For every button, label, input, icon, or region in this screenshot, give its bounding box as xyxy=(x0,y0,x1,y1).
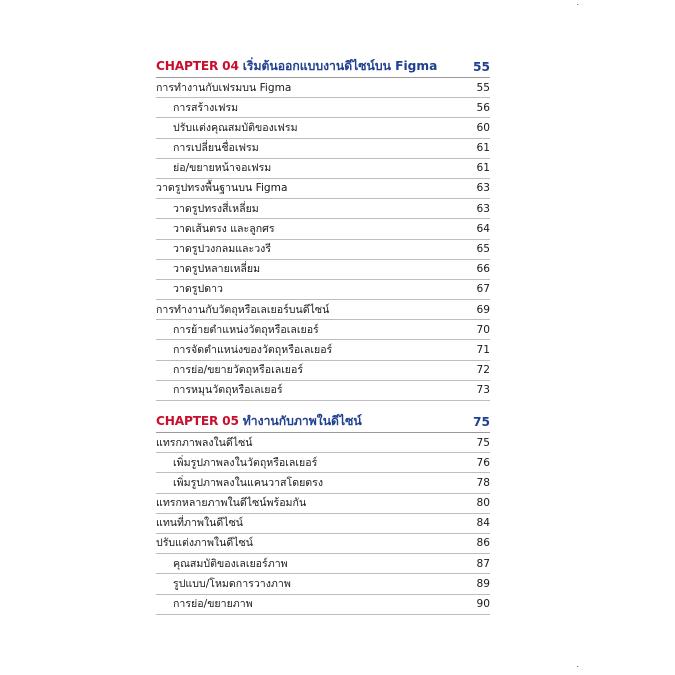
entry-page-number: 61 xyxy=(476,142,490,155)
entry-page-number: 63 xyxy=(476,202,490,215)
entry-label: การทำงานกับวัตถุหรือเลเยอร์บนดีไซน์ xyxy=(156,303,330,316)
table-of-contents xyxy=(156,56,490,615)
entry-label: วาดเส้นตรง และลูกศร xyxy=(173,222,275,235)
entry-label: วาดรูปดาว xyxy=(173,283,223,296)
entry-label: แทรกหลายภาพในดีไซน์พร้อมกัน xyxy=(156,497,307,510)
entry-page-number: 55 xyxy=(476,81,490,94)
entry-page-number: 63 xyxy=(476,182,490,195)
entry-label: การจัดตำแหน่งของวัตถุหรือเลเยอร์ xyxy=(173,343,333,356)
entry-label: การทำงานกับเฟรมบน Figma xyxy=(156,81,292,94)
entry-label: การหมุนวัตถุหรือเลเยอร์ xyxy=(173,384,283,397)
entry-page-number: 84 xyxy=(476,517,490,530)
chapter-number: CHAPTER 04 xyxy=(156,59,239,73)
entry-page-number: 78 xyxy=(476,476,490,489)
entry-label: รูปแบบ/โหมดการวางภาพ xyxy=(173,577,291,590)
entry-label: ย่อ/ขยายหน้าจอเฟรม xyxy=(173,162,272,175)
toc-subentry xyxy=(156,574,490,594)
entry-page-number: 66 xyxy=(476,263,490,276)
chapter-title: เริ่มต้นออกแบบงานดีไซน์บน Figma xyxy=(242,59,438,73)
entry-page-number: 76 xyxy=(476,456,490,469)
toc-entry xyxy=(156,433,490,453)
entry-page-number: 90 xyxy=(476,598,490,610)
entry-label: เพิ่มรูปภาพลงในวัตถุหรือเลเยอร์ xyxy=(173,456,318,469)
chapter-page-number: 75 xyxy=(473,414,490,429)
toc-subentry xyxy=(156,260,490,280)
entry-label: วาดรูปหลายเหลี่ยม xyxy=(173,263,261,276)
toc-subentry xyxy=(156,554,490,574)
toc-entry xyxy=(156,300,490,320)
entry-label: การย่อ/ขยายภาพ xyxy=(173,598,253,610)
entry-label: แทรกภาพลงในดีไซน์ xyxy=(156,436,253,449)
toc-entry xyxy=(156,534,490,554)
toc-subentry xyxy=(156,199,490,219)
entry-page-number: 86 xyxy=(476,537,490,550)
toc-subentry xyxy=(156,159,490,179)
toc-entry xyxy=(156,494,490,514)
entry-page-number: 71 xyxy=(476,343,490,356)
crop-mark-bottom-right: . xyxy=(576,660,579,669)
crop-mark-top-right: . xyxy=(576,0,579,7)
toc-subentry xyxy=(156,340,490,360)
entry-label: การย่อ/ขยายวัตถุหรือเลเยอร์ xyxy=(173,364,304,377)
entry-page-number: 61 xyxy=(476,162,490,175)
chapter-heading-text xyxy=(156,412,362,431)
toc-subentry xyxy=(156,320,490,340)
entry-label: เพิ่มรูปภาพลงในแคนวาสโดยตรง xyxy=(173,476,324,489)
toc-subentry xyxy=(156,240,490,260)
toc-subentry xyxy=(156,139,490,159)
entry-page-number: 60 xyxy=(476,121,490,134)
entry-label: วาดรูปทรงสี่เหลี่ยม xyxy=(173,202,259,215)
entry-label: ปรับแต่งภาพในดีไซน์ xyxy=(156,537,253,550)
chapter-title: ทำงานกับภาพในดีไซน์ xyxy=(242,414,362,428)
toc-subentry xyxy=(156,280,490,300)
entry-label: แทนที่ภาพในดีไซน์ xyxy=(156,517,244,530)
entry-page-number: 56 xyxy=(476,101,490,114)
entry-label: การย้ายตำแหน่งวัตถุหรือเลเยอร์ xyxy=(173,323,319,336)
toc-entry xyxy=(156,78,490,98)
toc-entry xyxy=(156,179,490,199)
toc-subentry xyxy=(156,98,490,118)
section-gap xyxy=(156,401,490,411)
chapter-heading-text xyxy=(156,57,437,76)
entry-page-number: 64 xyxy=(476,222,490,235)
chapter-heading xyxy=(156,56,490,78)
toc-subentry xyxy=(156,473,490,493)
chapter-page-number: 55 xyxy=(473,59,490,74)
entry-page-number: 73 xyxy=(476,384,490,397)
entry-page-number: 65 xyxy=(476,243,490,255)
chapter-number: CHAPTER 05 xyxy=(156,414,239,428)
toc-subentry xyxy=(156,219,490,239)
entry-label: การเปลี่ยนชื่อเฟรม xyxy=(173,142,259,155)
toc-subentry xyxy=(156,361,490,381)
chapter-heading xyxy=(156,411,490,433)
entry-page-number: 72 xyxy=(476,364,490,377)
entry-page-number: 87 xyxy=(476,557,490,570)
toc-subentry xyxy=(156,595,490,615)
entry-label: วาดรูปทรงพื้นฐานบน Figma xyxy=(156,182,288,195)
entry-page-number: 80 xyxy=(476,497,490,510)
entry-label: การสร้างเฟรม xyxy=(173,101,239,114)
entry-page-number: 69 xyxy=(476,303,490,316)
entry-page-number: 70 xyxy=(476,323,490,336)
toc-subentry xyxy=(156,453,490,473)
toc-entry xyxy=(156,514,490,534)
entry-page-number: 89 xyxy=(476,577,490,590)
entry-page-number: 75 xyxy=(476,436,490,449)
toc-subentry xyxy=(156,118,490,138)
entry-label: คุณสมบัติของเลเยอร์ภาพ xyxy=(173,557,288,570)
toc-subentry xyxy=(156,381,490,401)
entry-label: ปรับแต่งคุณสมบัติของเฟรม xyxy=(173,121,298,134)
entry-page-number: 67 xyxy=(476,283,490,296)
entry-label: วาดรูปวงกลมและวงรี xyxy=(173,243,272,255)
